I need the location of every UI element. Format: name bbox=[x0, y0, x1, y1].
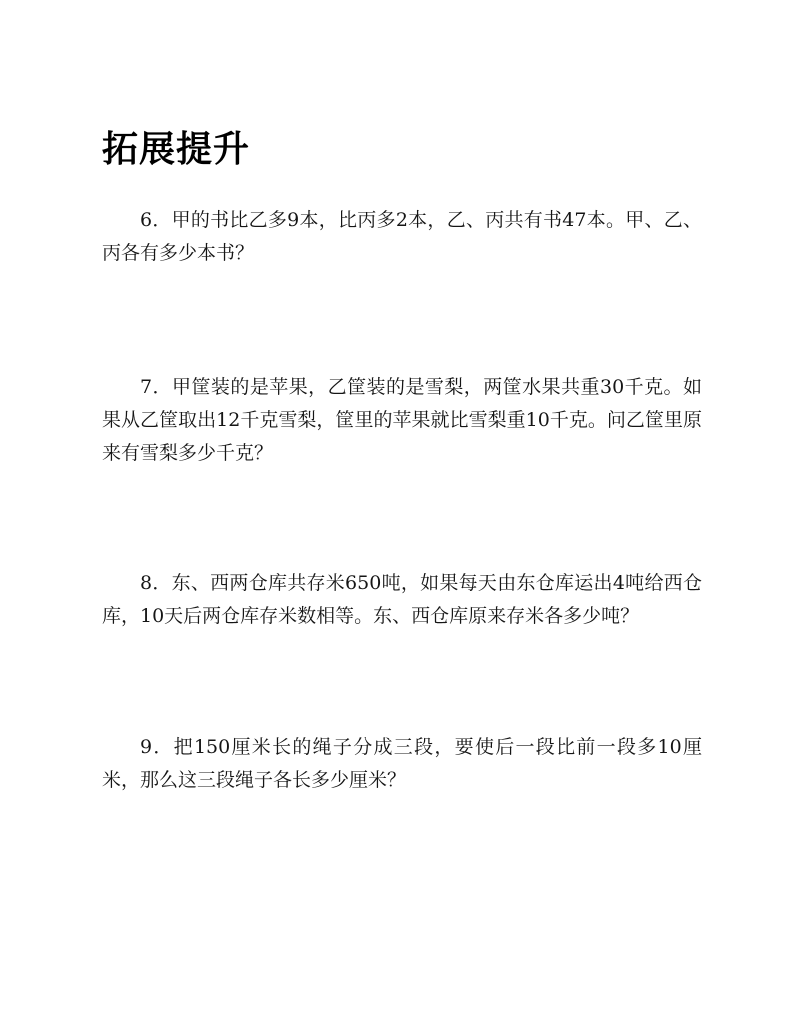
problem-6: 6．甲的书比乙多9本，比丙多2本，乙、丙共有书47本。甲、乙、丙各有多少本书？ bbox=[102, 209, 702, 264]
problem-8: 8．东、西两仓库共存米650吨，如果每天由东仓库运出4吨给西仓库，10天后两仓库存米数相等。东、西仓库原来存米各多少吨？ bbox=[102, 572, 702, 627]
problem-9: 9．把150厘米长的绳子分成三段，要使后一段比前一段多10厘米，那么这三段绳子各长多少厘米？ bbox=[102, 736, 702, 791]
section-title: 拓展提升 bbox=[102, 129, 251, 170]
problem-7: 7．甲筐装的是苹果，乙筐装的是雪梨，两筐水果共重30千克。如果从乙筐取出12千克雪梨，筐里的苹果就比雪梨重10千克。问乙筐里原来有雪梨多少千克？ bbox=[102, 376, 702, 464]
